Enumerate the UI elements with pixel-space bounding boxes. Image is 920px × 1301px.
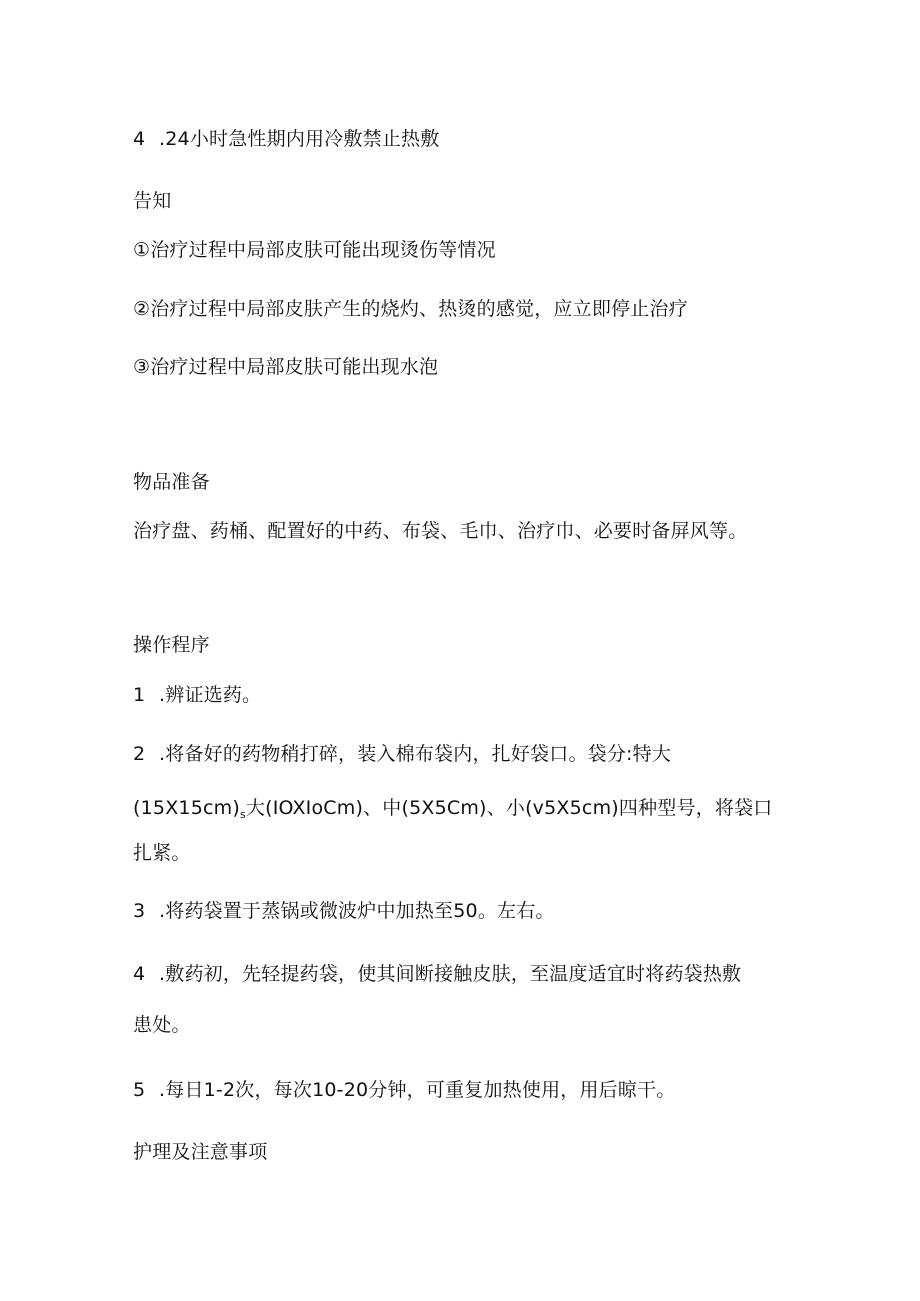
step-text: .敷药初，先轻提药袋，使其间断接触皮肤，至温度适宜时将药袋热敷 xyxy=(159,963,742,985)
materials-text: 治疗盘、药桶、配置好的中药、布袋、毛巾、治疗巾、必要时备屏风等。 xyxy=(133,520,748,542)
procedure-step-2 xyxy=(133,742,671,766)
section-heading-materials: 物品准备 xyxy=(133,471,210,493)
section-heading-procedure: 操作程序 xyxy=(133,634,210,656)
inform-point-2: ②治疗过程中局部皮肤产生的烧灼、热烫的感觉，应立即停止治疗 xyxy=(133,298,688,320)
section-heading-care: 护理及注意事项 xyxy=(133,1141,268,1163)
step-number: 3 xyxy=(133,900,146,922)
procedure-step-1 xyxy=(133,683,261,707)
list-item-4 xyxy=(133,127,439,151)
procedure-step-2-line-2 xyxy=(133,796,773,827)
procedure-step-5 xyxy=(133,1078,675,1102)
step-number: 2 xyxy=(133,743,146,765)
list-text: .24小时急性期内用冷敷禁止热敷 xyxy=(159,128,440,150)
size-special-large: (15X15cm) xyxy=(133,797,240,819)
step-number: 4 xyxy=(133,963,146,985)
step-number: 1 xyxy=(133,684,146,706)
procedure-step-2-line-3: 扎紧。 xyxy=(133,842,191,864)
procedure-step-3 xyxy=(133,899,555,923)
step-text: .将备好的药物稍打碎，装入棉布袋内，扎好袋口。袋分:特大 xyxy=(159,743,672,765)
step-text: .辨证选药。 xyxy=(159,684,262,706)
inform-point-3: ③治疗过程中局部皮肤可能出现水泡 xyxy=(133,356,439,378)
step-text: .每日1-2次，每次10-20分钟，可重复加热使用，用后晾干。 xyxy=(159,1079,676,1101)
procedure-step-4-line-2: 患处。 xyxy=(133,1014,191,1036)
subscript-mark: s xyxy=(239,808,246,821)
procedure-step-4 xyxy=(133,962,741,986)
step-number: 5 xyxy=(133,1079,146,1101)
step-text: .将药袋置于蒸锅或微波炉中加热至50。左右。 xyxy=(159,900,555,922)
size-list: 大(IOXIoCm)、中(5X5Cm)、小(v5X5cm)四种型号，将袋口 xyxy=(245,797,773,819)
section-heading-inform: 告知 xyxy=(133,190,172,212)
list-number: 4 xyxy=(133,128,146,150)
inform-point-1: ①治疗过程中局部皮肤可能出现烫伤等情况 xyxy=(133,239,496,261)
